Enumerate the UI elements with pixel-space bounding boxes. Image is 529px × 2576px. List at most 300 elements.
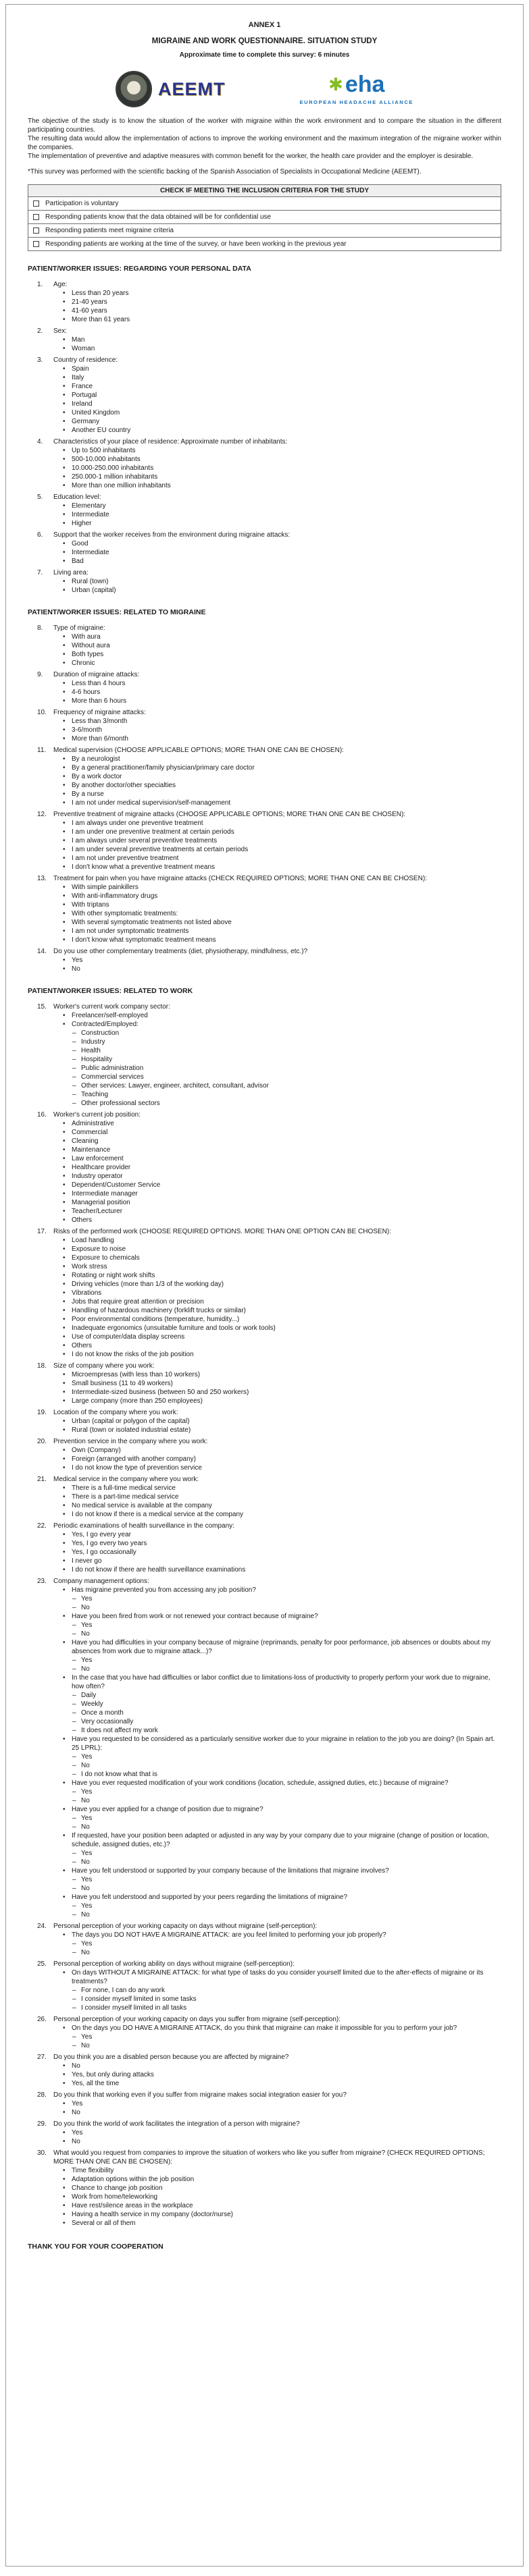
dash-icon: –	[72, 1038, 76, 1046]
option-item	[72, 1788, 501, 1796]
option-item	[63, 315, 501, 324]
bullet-icon: •	[63, 892, 66, 900]
question-number: 26.	[37, 2016, 47, 2023]
bullet-icon: •	[63, 2184, 66, 2192]
criteria-row	[28, 238, 501, 251]
option-item	[72, 1656, 501, 1665]
options-list	[63, 2166, 501, 2228]
option-label: Woman	[72, 345, 95, 352]
option-item	[63, 854, 501, 863]
question-number: 18.	[37, 1362, 47, 1370]
bullet-icon: •	[63, 1832, 66, 1840]
option-item	[72, 1761, 501, 1770]
option-item	[63, 1893, 501, 1902]
option-item	[63, 1350, 501, 1359]
options-list	[63, 1446, 501, 1472]
bullet-icon: •	[63, 642, 66, 649]
question	[37, 1362, 501, 1405]
option-label: Italy	[72, 374, 84, 381]
option-label: Dependent/Customer Service	[72, 1181, 161, 1189]
option-item	[63, 819, 501, 828]
option-label: With anti-inflammatory drugs	[72, 892, 158, 900]
question-number: 28.	[37, 2091, 47, 2099]
option-item	[63, 1163, 501, 1172]
option-label: Good	[72, 540, 89, 547]
option-item	[63, 548, 501, 557]
question-number: 12.	[37, 811, 47, 818]
option-label: By a work doctor	[72, 773, 122, 780]
option-item	[72, 1770, 501, 1779]
bullet-icon: •	[63, 2062, 66, 2070]
option-item	[63, 464, 501, 473]
option-item	[63, 446, 501, 455]
option-item	[63, 1484, 501, 1493]
question	[37, 1960, 501, 2012]
option-item	[63, 577, 501, 586]
option-label: 250.000-1 million inhabitants	[72, 473, 158, 481]
option-label: No	[72, 2138, 80, 2145]
bullet-icon: •	[63, 790, 66, 798]
option-label: Without aura	[72, 642, 110, 649]
option-label: France	[72, 383, 93, 390]
option-item	[72, 1726, 501, 1735]
option-label: Work from home/teleworking	[72, 2193, 158, 2201]
bullet-icon: •	[63, 957, 66, 964]
bullet-icon: •	[63, 392, 66, 399]
option-item	[72, 1630, 501, 1638]
option-label: I am not under preventive treatment	[72, 855, 179, 862]
bullet-icon: •	[63, 1557, 66, 1565]
options-list	[63, 883, 501, 944]
dash-icon: –	[72, 1876, 76, 1883]
question-text: Worker's current work company sector:	[53, 1003, 170, 1011]
page-title: MIGRAINE AND WORK QUESTIONNAIRE. SITUATION STUDY	[151, 37, 378, 45]
option-item	[63, 557, 501, 566]
question-text: Preventive treatment of migraine attacks (CHOOSE APPLICABLE OPTIONS; MORE THAN ONE CAN BE CHOSEN):	[53, 811, 406, 818]
question-number: 19.	[37, 1409, 47, 1416]
question	[37, 2091, 501, 2117]
question-text: Worker's current job position:	[53, 1111, 141, 1119]
option-item	[63, 1417, 501, 1426]
option-item	[72, 1700, 501, 1709]
option-item	[63, 1297, 501, 1306]
annex-label: ANNEX 1	[248, 21, 281, 29]
question-text: Duration of migraine attacks:	[53, 671, 140, 678]
checkbox-icon[interactable]	[33, 241, 39, 247]
question	[37, 1577, 501, 1919]
option-label: Bad	[72, 558, 84, 565]
bullet-icon: •	[63, 1779, 66, 1787]
options-list	[63, 819, 501, 871]
option-item	[63, 1119, 501, 1128]
option-item	[63, 586, 501, 595]
option-item	[63, 1501, 501, 1510]
option-item	[63, 1020, 501, 1029]
question	[37, 2120, 501, 2146]
option-label: No	[81, 1885, 90, 1892]
bullet-icon: •	[63, 400, 66, 408]
dash-icon: –	[72, 1762, 76, 1769]
option-label: Intermediate manager	[72, 1190, 138, 1198]
option-label: More than 61 years	[72, 316, 130, 323]
eha-logo-text: eha	[345, 72, 385, 97]
option-item	[72, 1038, 501, 1046]
bullet-icon: •	[63, 336, 66, 344]
dash-icon: –	[72, 1657, 76, 1664]
question-number: 7.	[37, 569, 43, 576]
bullet-icon: •	[63, 2193, 66, 2201]
option-label: No	[81, 1949, 90, 1956]
option-item	[63, 1271, 501, 1280]
option-item	[63, 1735, 501, 1752]
bullet-icon: •	[63, 456, 66, 463]
bullet-icon: •	[63, 1216, 66, 1224]
option-label: Yes	[72, 2100, 83, 2108]
option-label: No	[72, 965, 80, 973]
option-label: Health	[81, 1047, 101, 1054]
bullet-icon: •	[63, 735, 66, 743]
option-label: Yes	[81, 2033, 93, 2041]
options-list	[72, 2033, 501, 2050]
bullet-icon: •	[63, 1502, 66, 1509]
question-text: Type of migraine:	[53, 624, 105, 632]
dash-icon: –	[72, 1911, 76, 1918]
option-label: In the case that you have had difficulties or labor conflict due to limitations-loss of productivity to properly perform your work due to migraine, how often?	[72, 1674, 490, 1690]
question-number: 10.	[37, 709, 47, 716]
bullet-icon: •	[63, 2220, 66, 2227]
option-item	[63, 799, 501, 807]
dash-icon: –	[72, 1595, 76, 1603]
option-label: Intermediate	[72, 549, 109, 556]
option-label: Chance to change job position	[72, 2184, 163, 2192]
question-number: 21.	[37, 1476, 47, 1483]
dash-icon: –	[72, 1858, 76, 1866]
option-item	[63, 298, 501, 306]
bullet-icon: •	[63, 1208, 66, 1215]
bullet-icon: •	[63, 345, 66, 352]
option-label: Other professional sectors	[81, 1100, 160, 1107]
option-label: No	[81, 1797, 90, 1804]
bullet-icon: •	[63, 1199, 66, 1206]
option-item	[63, 2070, 501, 2079]
option-label: Own (Company)	[72, 1447, 121, 1454]
option-item	[72, 1814, 501, 1823]
option-item	[63, 473, 501, 481]
question	[37, 2015, 501, 2050]
option-item	[63, 734, 501, 743]
bullet-icon: •	[63, 1021, 66, 1028]
option-item	[63, 2166, 501, 2175]
option-label: With several symptomatic treatments not listed above	[72, 919, 232, 926]
question-number: 4.	[37, 438, 43, 446]
criteria-row	[28, 211, 501, 224]
option-label: No	[81, 1823, 90, 1831]
eha-star-icon: ✱	[328, 74, 343, 95]
options-list	[63, 1011, 501, 1108]
option-label: With simple painkillers	[72, 884, 138, 891]
checkbox-icon[interactable]	[33, 214, 39, 220]
bullet-icon: •	[63, 846, 66, 853]
question	[37, 708, 501, 743]
option-label: I do not know the risks of the job position	[72, 1351, 194, 1358]
option-item	[63, 2137, 501, 2146]
criteria-row-label: Responding patients know that the data obtained will be for confidential use	[45, 213, 272, 221]
option-label: Managerial position	[72, 1199, 130, 1206]
option-item	[72, 1691, 501, 1700]
option-label: Spain	[72, 365, 89, 373]
bullet-icon: •	[63, 1333, 66, 1341]
checkbox-icon[interactable]	[33, 200, 39, 207]
option-label: Ireland	[72, 400, 93, 408]
bullet-icon: •	[63, 374, 66, 381]
option-label: Have you felt understood or supported by your company because of the limitations that migraine involves?	[72, 1867, 389, 1875]
dash-icon: –	[72, 2042, 76, 2049]
options-list	[72, 1788, 501, 1805]
options-list	[63, 2062, 501, 2088]
option-label: Freelancer/self-employed	[72, 1012, 148, 1019]
option-label: 41-60 years	[72, 307, 107, 315]
sections-container	[28, 265, 501, 2228]
bullet-icon: •	[63, 1931, 66, 1939]
options-list	[72, 1875, 501, 1893]
bullet-icon: •	[63, 383, 66, 390]
option-item	[63, 1324, 501, 1333]
option-label: Yes	[81, 1940, 93, 1948]
option-item	[63, 2219, 501, 2228]
question-text: Medical supervision (CHOOSE APPLICABLE OPTIONS; MORE THAN ONE CAN BE CHOSEN):	[53, 747, 344, 754]
bullet-icon: •	[63, 1736, 66, 1743]
option-label: Higher	[72, 520, 92, 527]
option-item	[63, 2184, 501, 2193]
question-text: Education level:	[53, 493, 101, 501]
option-item	[63, 909, 501, 918]
option-item	[63, 1931, 501, 1939]
option-item	[72, 1090, 501, 1099]
option-label: Have rest/silence areas in the workplace	[72, 2202, 193, 2209]
option-item	[63, 1172, 501, 1181]
option-label: Yes, I go every two years	[72, 1540, 147, 1547]
bullet-icon: •	[63, 919, 66, 926]
option-label: No	[81, 1858, 90, 1866]
bullet-icon: •	[63, 1307, 66, 1314]
option-item	[72, 1081, 501, 1090]
bullet-icon: •	[63, 1298, 66, 1306]
option-item	[63, 391, 501, 400]
question-text: Personal perception of working ability on days without migraine (self-perception):	[53, 1960, 295, 1968]
option-item	[63, 1530, 501, 1539]
bullet-icon: •	[63, 298, 66, 306]
bullet-icon: •	[63, 1493, 66, 1501]
question	[37, 947, 501, 973]
bullet-icon: •	[63, 1316, 66, 1323]
criteria-row-label: Responding patients meet migraine criteria	[45, 227, 174, 234]
questionnaire-section	[28, 265, 501, 595]
intro-paragraph-2: The resulting data would allow the implementation of actions to improve the working environment and the maximum integration of the migraine worker within the companies.	[28, 135, 501, 151]
bullet-icon: •	[63, 755, 66, 763]
option-item	[63, 965, 501, 973]
option-label: I never go	[72, 1557, 102, 1565]
option-label: Construction	[81, 1029, 120, 1037]
option-label: 10.000-250.000 inhabitants	[72, 464, 154, 472]
logos-row	[28, 71, 501, 107]
bullet-icon: •	[63, 1012, 66, 1019]
option-item	[63, 1779, 501, 1788]
bullet-icon: •	[63, 1867, 66, 1875]
options-list	[72, 1691, 501, 1735]
options-list	[72, 1621, 501, 1638]
bullet-icon: •	[63, 928, 66, 935]
option-label: I am not under medical supervision/self-management	[72, 799, 231, 807]
option-item	[63, 2079, 501, 2088]
question-text: Risks of the performed work (CHOOSE REQUIRED OPTIONS. MORE THAN ONE OPTION CAN BE CHOSEN):	[53, 1228, 391, 1235]
option-item	[63, 1557, 501, 1565]
option-item	[63, 1565, 501, 1574]
question-text: Do you think that working even if you suffer from migraine makes social integration easier for you?	[53, 2091, 347, 2099]
bullet-icon: •	[63, 726, 66, 734]
options-list	[63, 1931, 501, 1957]
option-item	[63, 2201, 501, 2210]
bullet-icon: •	[63, 540, 66, 547]
bullet-icon: •	[63, 558, 66, 565]
checkbox-icon[interactable]	[33, 227, 39, 234]
bullet-icon: •	[63, 482, 66, 489]
option-label: Foreign (arranged with another company)	[72, 1455, 196, 1463]
option-label: Inadequate ergonomics (unsuitable furniture and tools or work tools)	[72, 1324, 276, 1332]
option-item	[63, 836, 501, 845]
option-item	[63, 1370, 501, 1379]
option-item	[72, 1099, 501, 1108]
option-label: I am always under several preventive treatments	[72, 837, 218, 844]
option-label: No	[81, 1665, 90, 1673]
option-label: Portugal	[72, 392, 97, 399]
question	[37, 746, 501, 807]
option-item	[72, 2004, 501, 2012]
bullet-icon: •	[63, 773, 66, 780]
option-label: No	[81, 1604, 90, 1611]
option-item	[63, 1831, 501, 1849]
dash-icon: –	[72, 1987, 76, 1994]
question-number: 6.	[37, 531, 43, 539]
option-label: I am not under symptomatic treatments	[72, 928, 189, 935]
bullet-icon: •	[63, 1894, 66, 1901]
dash-icon: –	[72, 1091, 76, 1098]
question-number: 30.	[37, 2149, 47, 2157]
option-item	[63, 1388, 501, 1397]
option-item	[63, 2108, 501, 2117]
option-label: Others	[72, 1342, 93, 1349]
question-text: Do you think you are a disabled person because you are affected by migraine?	[53, 2054, 289, 2061]
bullet-icon: •	[63, 1484, 66, 1492]
option-item	[72, 1902, 501, 1910]
question	[37, 1227, 501, 1359]
question-text: Medical service in the company where you work:	[53, 1476, 199, 1483]
option-label: Urban (capital)	[72, 587, 116, 594]
questionnaire-section	[28, 608, 501, 973]
dash-icon: –	[72, 1082, 76, 1090]
inclusion-criteria-table	[28, 184, 501, 251]
dash-icon: –	[72, 2033, 76, 2041]
option-label: By another doctor/other specialties	[72, 782, 176, 789]
option-item	[72, 2033, 501, 2041]
option-label: Yes	[81, 1753, 93, 1761]
option-item	[63, 755, 501, 763]
bullet-icon: •	[63, 910, 66, 917]
option-label: There is a part-time medical service	[72, 1493, 179, 1501]
option-label: Have you ever applied for a change of position due to migraine?	[72, 1806, 263, 1813]
options-list	[72, 1594, 501, 1612]
options-list	[72, 1029, 501, 1108]
question-text: Living area:	[53, 569, 89, 576]
question-number: 24.	[37, 1923, 47, 1930]
option-label: Once a month	[81, 1709, 124, 1717]
dash-icon: –	[72, 1047, 76, 1054]
option-item	[63, 1464, 501, 1472]
question	[37, 2053, 501, 2088]
bullet-icon: •	[63, 511, 66, 518]
option-item	[72, 1029, 501, 1038]
criteria-table-header: CHECK IF MEETING THE INCLUSION CRITERIA FOR THE STUDY	[28, 185, 501, 197]
option-item	[63, 1673, 501, 1691]
question-text: Do you think the world of work facilitates the integration of a person with migraine?	[53, 2120, 300, 2128]
option-label: Yes	[81, 1902, 93, 1910]
question	[37, 1475, 501, 1519]
option-item	[63, 679, 501, 688]
option-label: For none, I can do any work	[81, 1987, 165, 1994]
bullet-icon: •	[63, 1155, 66, 1162]
option-item	[72, 1594, 501, 1603]
option-item	[63, 828, 501, 836]
option-item	[63, 763, 501, 772]
option-item	[63, 1245, 501, 1254]
bullet-icon: •	[63, 1190, 66, 1198]
bullet-icon: •	[63, 1389, 66, 1396]
option-label: I do not know if there are health surveillance examinations	[72, 1566, 246, 1574]
bullet-icon: •	[63, 464, 66, 472]
option-item	[72, 1073, 501, 1081]
question	[37, 1002, 501, 1108]
option-label: Yes, all the time	[72, 2080, 120, 2087]
options-list	[63, 755, 501, 807]
question-text: Country of residence:	[53, 356, 118, 364]
option-item	[63, 1262, 501, 1271]
option-item	[63, 1198, 501, 1207]
bullet-icon: •	[63, 1426, 66, 1434]
option-item	[63, 1146, 501, 1154]
option-label: 4-6 hours	[72, 689, 101, 696]
options-list	[72, 1986, 501, 2012]
options-list	[72, 1656, 501, 1673]
question	[37, 437, 501, 490]
dash-icon: –	[72, 1885, 76, 1892]
bullet-icon: •	[63, 520, 66, 527]
option-label: Other services: Lawyer, engineer, architect, consultant, advisor	[81, 1082, 269, 1090]
bullet-icon: •	[63, 427, 66, 434]
option-label: Yes	[72, 2129, 83, 2137]
option-label: Up to 500 inhabitants	[72, 447, 136, 454]
bullet-icon: •	[63, 660, 66, 667]
option-label: Daily	[81, 1692, 97, 1699]
option-label: Yes	[81, 1621, 93, 1629]
dash-icon: –	[72, 1902, 76, 1910]
question	[37, 568, 501, 595]
options-list	[63, 502, 501, 528]
question-number: 15.	[37, 1003, 47, 1011]
question	[37, 810, 501, 871]
bullet-icon: •	[63, 2176, 66, 2183]
option-label: Rural (town or isolated industrial estate)	[72, 1426, 191, 1434]
options-list	[63, 365, 501, 435]
option-item	[63, 1612, 501, 1621]
